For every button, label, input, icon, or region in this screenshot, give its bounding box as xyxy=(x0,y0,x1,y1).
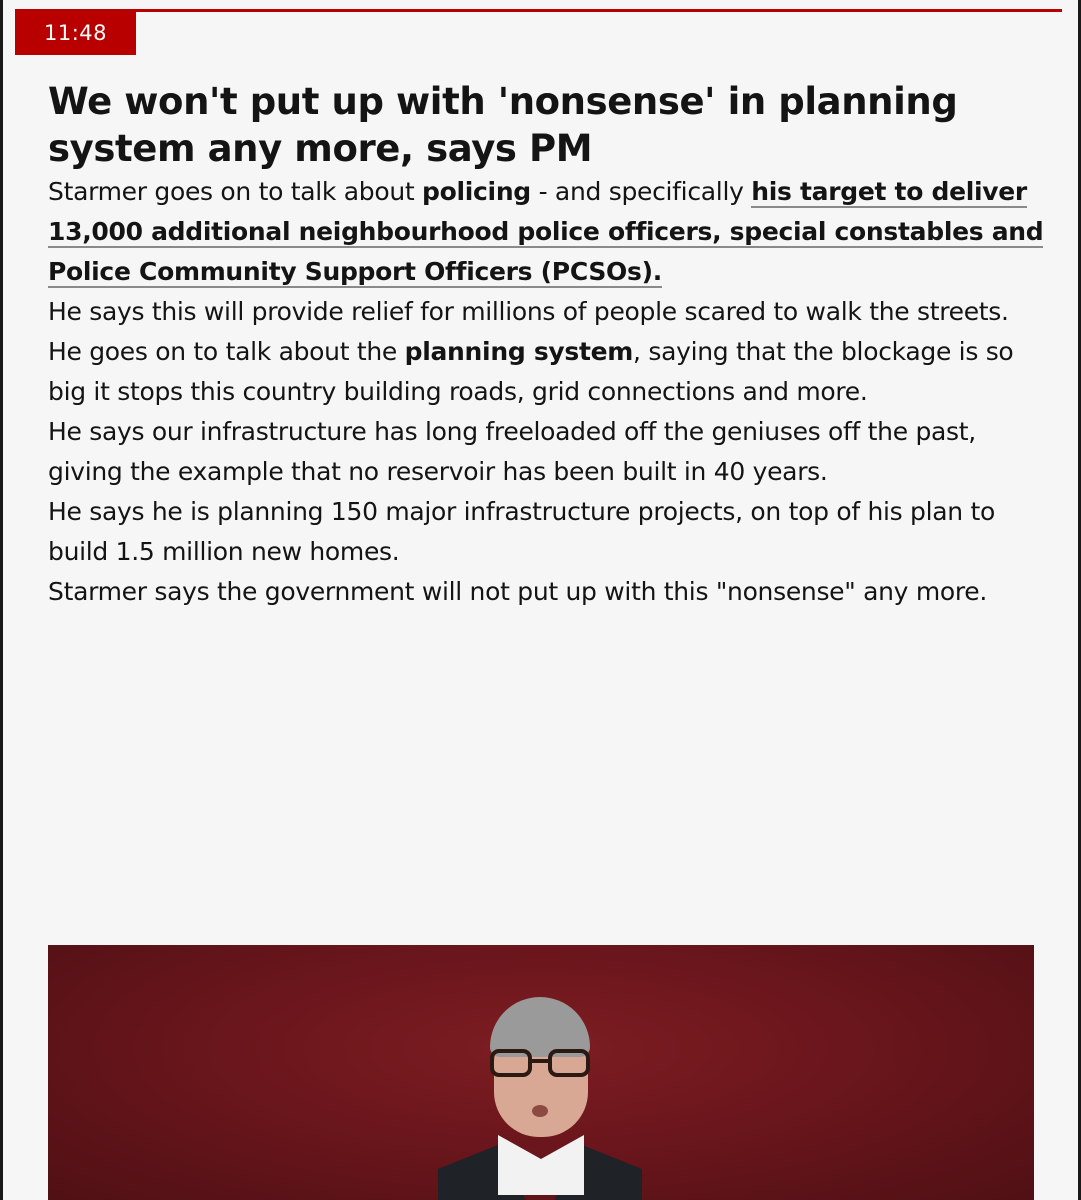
paragraph-policing xyxy=(48,172,1048,292)
paragraph-text: Starmer goes on to talk about xyxy=(48,177,423,206)
glasses-lens-left xyxy=(490,1049,532,1077)
paragraph-infrastructure: He says our infrastructure has long freeloaded off the geniuses off the past, giving the example that no reservoir has been built in 40 years. xyxy=(48,417,976,486)
bold-text-planning-system: planning system xyxy=(404,337,634,366)
glasses-lens-right xyxy=(548,1049,590,1077)
paragraph-relief: He says this will provide relief for millions of people scared to walk the streets. xyxy=(48,297,1009,326)
paragraph-text: - and specifically xyxy=(530,177,752,206)
speaker-hair xyxy=(490,997,590,1057)
paragraph-text: He goes on to talk about the xyxy=(48,337,405,366)
police-target-link[interactable]: his target to deliver 13,000 additional neighbourhood police officers, special constables and Police Community Support Officers (PCSOs). xyxy=(48,177,1044,286)
bold-text-policing: policing xyxy=(422,177,531,206)
live-entry xyxy=(48,78,1048,612)
speaker-mouth xyxy=(532,1105,548,1117)
glasses-bridge xyxy=(532,1059,548,1063)
paragraph-nonsense: Starmer says the government will not put up with this "nonsense" any more. xyxy=(48,577,988,606)
entry-headline: We won't put up with 'nonsense' in planning system any more, says PM xyxy=(48,80,958,170)
glasses-icon xyxy=(490,1049,594,1079)
paragraph-text: , saying that the blockage is so big it stops this country building roads, grid connections and more. xyxy=(48,337,1014,406)
shirt-collar xyxy=(498,1135,584,1195)
speaker-image xyxy=(438,985,638,1200)
paragraph-planning xyxy=(48,332,1048,412)
video-player[interactable] xyxy=(48,945,1034,1200)
paragraph-projects: He says he is planning 150 major infrastructure projects, on top of his plan to build 1.5 million new homes. xyxy=(48,497,995,566)
entry-top-rule xyxy=(15,9,1062,12)
timestamp-badge: 11:48 xyxy=(15,11,136,55)
